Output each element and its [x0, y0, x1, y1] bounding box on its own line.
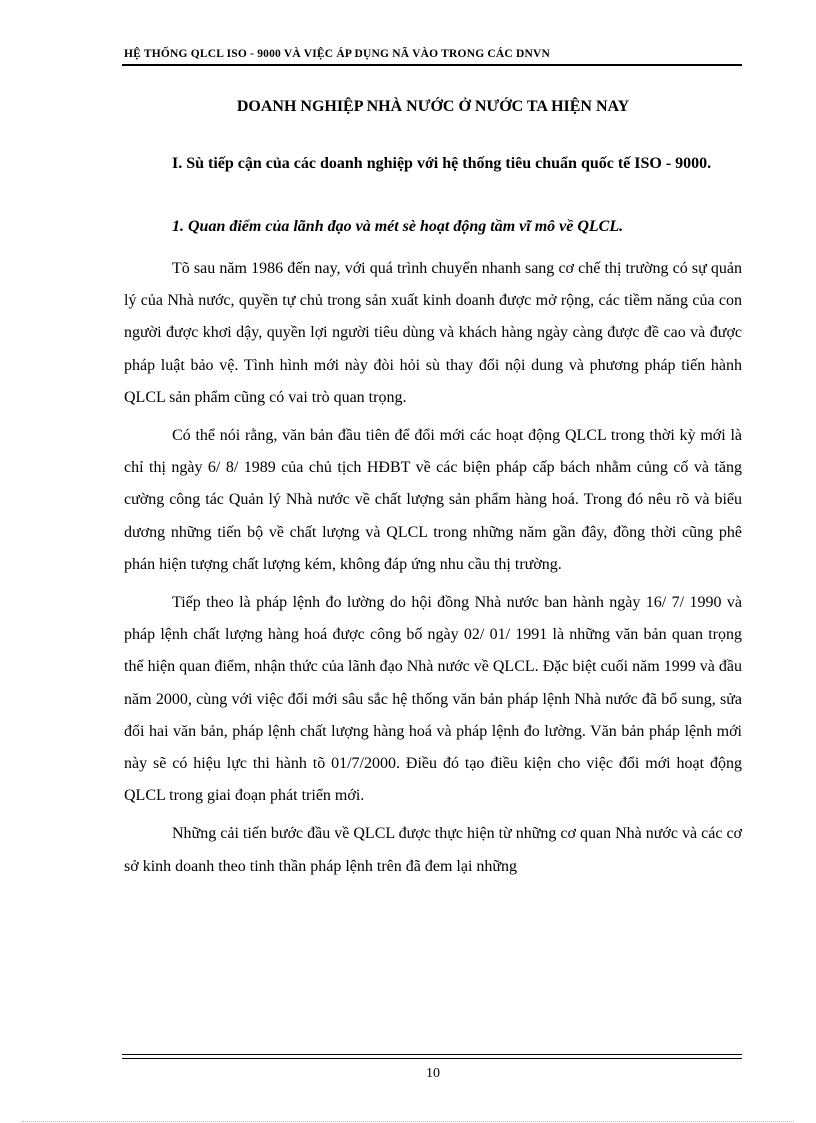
paragraph-1: Tõ sau năm 1986 đến nay, với quá trình chuyển nhanh sang cơ chế thị trường có sự quản lý của Nhà nước, quyền tự chủ trong sản xuất kinh doanh được mở rộng, các tiềm năng của con người được khơi dậy, quyền lợi người tiêu dùng và khách hàng ngày càng được đề cao và được pháp luật bảo vệ. Tình hình mới này đòi hỏi sù thay đổi nội dung và phương pháp tiến hành QLCL sản phẩm cũng có vai trò quan trọng.: [124, 260, 742, 406]
document-title: DOANH NGHIỆP NHÀ NƯỚC Ở NƯỚC TA HIỆN NAY: [236, 98, 630, 115]
footer-rule: [122, 1054, 742, 1059]
paragraph-2: Có thể nói rằng, văn bản đầu tiên để đổi mới các hoạt động QLCL trong thời kỳ mới là chỉ thị ngày 6/ 8/ 1989 của chủ tịch HĐBT về các biện pháp cấp bách nhằm củng cố và tăng cường công tác Quản lý Nhà nước về chất lượng sản phẩm hàng hoá. Trong đó nêu rõ và biểu dương những tiến bộ về chất lượng và QLCL trong những năm gần đây, đồng thời cũng phê phán hiện tượng chất lượng kém, không đáp ứng nhu cầu thị trường.: [124, 427, 742, 573]
header-rule: [122, 64, 742, 66]
section-heading: I. Sù tiếp cận của các doanh nghiệp với hệ thống tiêu chuẩn quốc tế ISO - 9000.: [172, 155, 712, 172]
paragraph-4: Những cải tiến bước đầu về QLCL được thực hiện từ những cơ quan Nhà nước và các cơ sở kinh doanh theo tinh thần pháp lệnh trên đã đem lại những: [124, 825, 742, 875]
sub-heading: 1. Quan điểm của lãnh đạo và mét sè hoạt động tầm vĩ mô về QLCL.: [172, 218, 624, 235]
paragraph-3: Tiếp theo là pháp lệnh đo lường do hội đồng Nhà nước ban hành ngày 16/ 7/ 1990 và pháp lệnh chất lượng hàng hoá được công bố ngày 02/ 01/ 1991 là những văn bản quan trọng thể hiện quan điểm, nhận thức của lãnh đạo Nhà nước về QLCL. Đặc biệt cuối năm 1999 và đầu năm 2000, cùng với việc đổi mới sâu sắc hệ thống văn bản pháp lệnh Nhà nước đã bổ sung, sửa đổi hai văn bản, pháp lệnh chất lượng hàng hoá và pháp lệnh đo lường. Văn bản pháp lệnh mới này sẽ có hiệu lực thi hành tõ 01/7/2000. Điều đó tạo điều kiện cho việc đổi mới hoạt động QLCL trong giai đoạn phát triển mới.: [124, 594, 742, 805]
page-bottom-edge: [22, 1121, 794, 1122]
running-header: HỆ THỐNG QLCL ISO - 9000 VÀ VIỆC ÁP DỤNG NÃ VÀO TRONG CÁC DNVN: [124, 48, 551, 60]
body-text: [124, 253, 742, 889]
page-number: 10: [426, 1066, 440, 1081]
